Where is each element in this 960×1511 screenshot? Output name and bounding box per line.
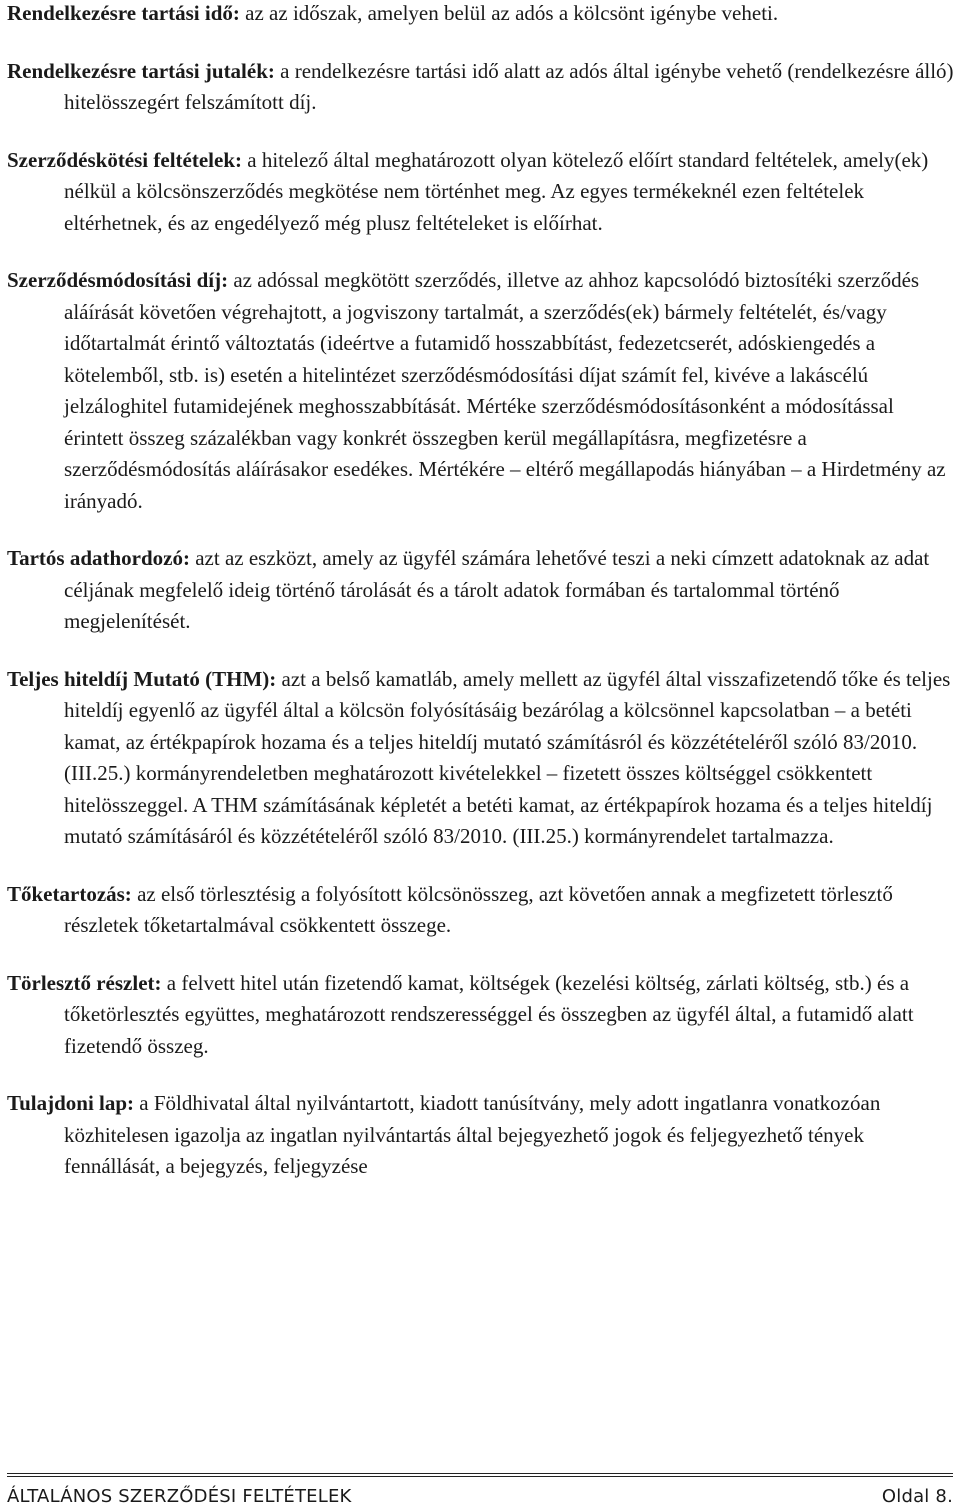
definition-item	[7, 1088, 957, 1183]
definitions-list	[7, 0, 957, 1183]
definition-term: Törlesztő részlet:	[7, 970, 162, 995]
definition-term: Teljes hiteldíj Mutató (THM):	[7, 666, 277, 691]
definition-text: a Földhivatal által nyilvántartott, kiadott tanúsítvány, mely adott ingatlanra vonatkozóan közhitelesen igazolja az ingatlan nyilvántartás által bejegyezhető jogok és feljegyezhető tények fennállását, a bejegyzés, feljegyzése	[64, 1091, 881, 1178]
definition-item	[7, 543, 957, 638]
definition-text: a felvett hitel után fizetendő kamat, költségek (kezelési költség, zárlati költség, stb.) és a tőketörlesztés együttes, meghatározott rendszerességgel és összegben az ügyfél által, a futamidő alatt fizetendő összeg.	[64, 970, 914, 1058]
definition-text: az az időszak, amelyen belül az adós a kölcsönt igénybe veheti.	[239, 1, 779, 25]
definition-item	[7, 145, 957, 240]
definition-item	[7, 0, 957, 30]
definition-term: Rendelkezésre tartási idő:	[7, 1, 240, 25]
definition-text: azt az eszközt, amely az ügyfél számára lehetővé teszi a neki címzett adatoknak az adat céljának megfelelő ideig történő tárolását és a tárolt adatok formában és tartalommal történő megjelenítését.	[64, 546, 930, 633]
footer-title: ÁLTALÁNOS SZERZŐDÉSI FELTÉTELEK	[7, 1486, 352, 1507]
definition-text: a rendelkezésre tartási idő alatt az adós által igénybe vehető (rendelkezésre álló) hitelösszegért felszámított díj.	[64, 58, 954, 114]
definition-term: Rendelkezésre tartási jutalék:	[7, 58, 275, 83]
footer-divider	[7, 1473, 953, 1477]
definition-term: Szerződéskötési feltételek:	[7, 147, 242, 172]
definition-term: Tartós adathordozó:	[7, 546, 190, 570]
definition-term: Szerződésmódosítási díj:	[7, 268, 229, 292]
definition-term: Tőketartozás:	[7, 881, 132, 906]
definition-item	[7, 968, 957, 1063]
definition-item	[7, 56, 957, 119]
definition-text: az első törlesztésig a folyósított kölcsönösszeg, azt követően annak a megfizetett törlesztő részletek tőketartalmával csökkentett összege.	[64, 881, 893, 937]
page-number: Oldal 8.	[881, 1486, 953, 1507]
page-footer	[7, 1484, 953, 1510]
definition-item	[7, 664, 957, 853]
definition-text: a hitelező által meghatározott olyan kötelező előírt standard feltételek, amely(ek) nélkül a kölcsönszerződés megkötése nem történhet meg. Az egyes termékeknél ezen feltételek eltérhetnek, és az engedélyező még plusz feltételeket is előírhat.	[64, 147, 929, 235]
definition-text: az adóssal megkötött szerződés, illetve az ahhoz kapcsolódó biztosítéki szerződés aláírását követően végrehajtott, a jogviszony tartalmát, a szerződés(ek) bármely feltételét, és/vagy időtartalmát érintő változtatás (ideértve a futamidő hosszabbítást, fedezetcserét, adóskiengedés a kötelemből, stb. is) esetén a hitelintézet szerződésmódosítási díjat számít fel, kivéve a lakáscélú jelzáloghitel futamidejének meghosszabbítását. Mértéke szerződésmódosításonként a módosítással érintett összeg százalékban vagy konkrét összegben kerül megállapításra, megfizetésre a szerződésmódosítás aláírásakor esedékes. Mértékére – eltérő megállapodás hiányában – a Hirdetmény az irányadó.	[64, 268, 946, 513]
definition-item	[7, 879, 957, 942]
definition-term: Tulajdoni lap:	[7, 1091, 135, 1115]
definition-item	[7, 265, 957, 517]
definition-text: azt a belső kamatláb, amely mellett az ügyfél által visszafizetendő tőke és teljes hiteldíj egyenlő az ügyfél által a kölcsön folyósításáig bezárólag a kölcsönnel kapcsolatban – a betéti kamat, az értékpapírok hozama és a teljes hiteldíj mutató számításról és közzétételéről szóló 83/2010. (III.25.) kormányrendeletben meghatározott kivételekkel – fizetett összes költséggel csökkentett hitelösszeggel. A THM számításának képletét a betéti kamat, az értékpapírok hozama és a teljes hiteldíj mutató számításáról és közzétételéről szóló 83/2010. (III.25.) kormányrendelet tartalmazza.	[64, 666, 951, 848]
